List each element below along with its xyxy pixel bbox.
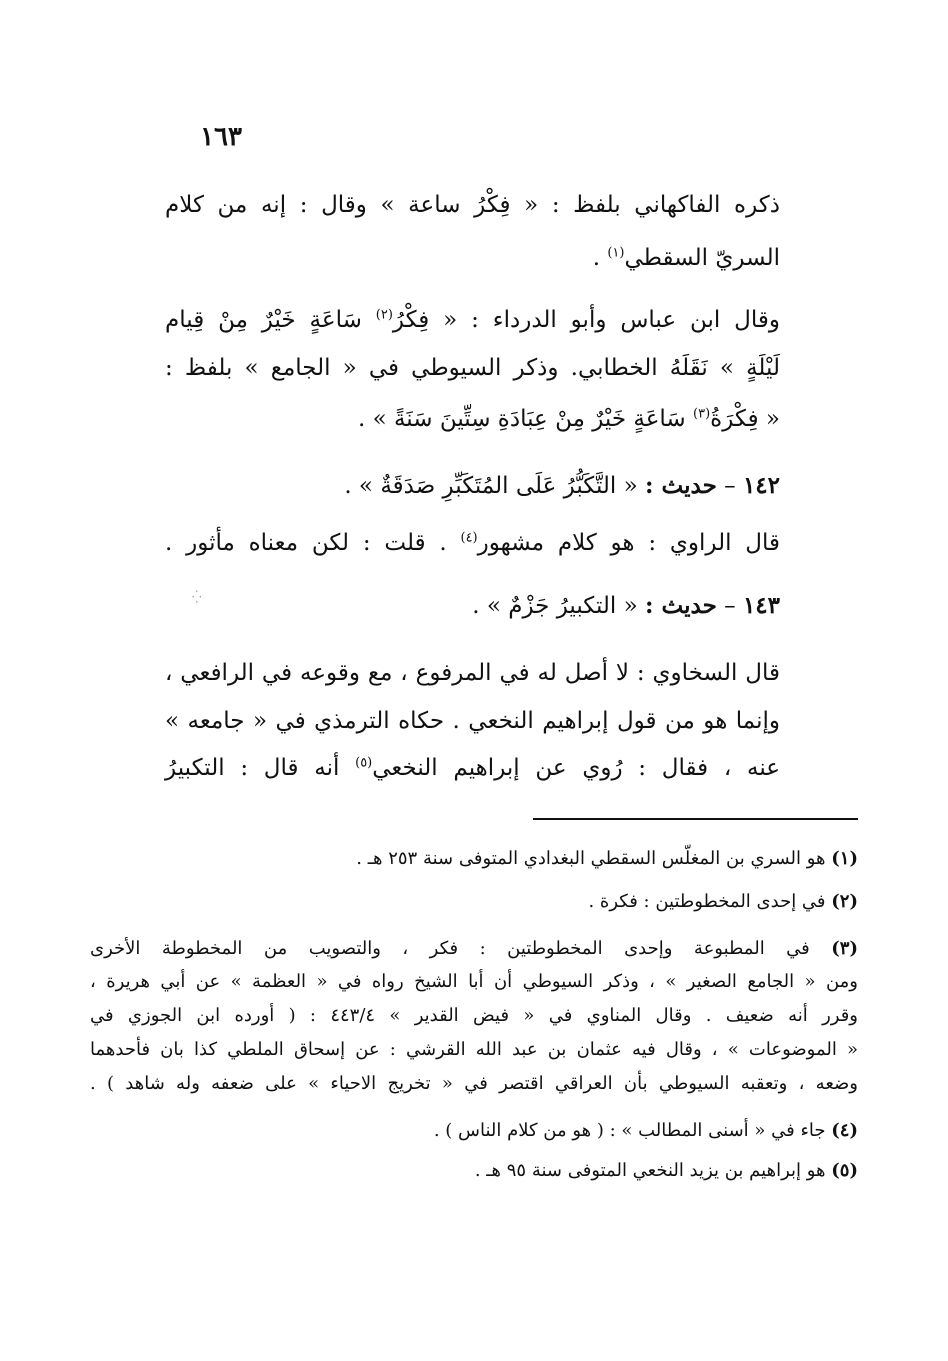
footnote-1 bbox=[90, 845, 858, 873]
footnote-ref[interactable]: (١) bbox=[607, 245, 625, 261]
footnote-ref[interactable]: (٤) bbox=[460, 530, 478, 546]
footnote-text: جاء في « أسنى المطالب » : ( هو من كلام الناس ) . bbox=[433, 1120, 826, 1141]
footnote-label: (٣) bbox=[831, 938, 858, 959]
footnote-text: هو السري بن المغلّس السقطي البغدادي المتوفى سنة ٢٥٣ هـ . bbox=[356, 848, 826, 869]
hadith-number: ١٤٢ bbox=[742, 472, 780, 499]
hadith-keyword: حديث : bbox=[645, 592, 717, 619]
body-text: عنه ، فقال : رُوي عن إبراهيم النخعي bbox=[372, 755, 780, 781]
hadith-heading-142 bbox=[165, 471, 780, 501]
footnote-3-cont bbox=[90, 1070, 858, 1098]
hadith-text: « التَّكَبُّرُ عَلَى المُتَكَبِّرِ صَدَقَةٌ » . bbox=[344, 473, 646, 499]
footnote-3-cont bbox=[90, 1002, 858, 1030]
footnote-3-cont bbox=[90, 1036, 858, 1064]
body-text: ذكره الفاكهاني بلفظ : « فِكْرُ ساعة » وقال : إنه من كلام bbox=[165, 192, 780, 218]
body-text: سَاعَةٍ خَيْرٌ مِنْ عِبَادَةِ سِتِّينَ سَنَةً » . bbox=[357, 406, 694, 432]
body-line bbox=[165, 658, 780, 688]
body-line bbox=[165, 305, 780, 335]
dash: – bbox=[716, 593, 743, 619]
body-text: أنه قال : التكبيرُ bbox=[165, 755, 356, 781]
footnote-label: (٥) bbox=[831, 1160, 858, 1181]
body-line bbox=[165, 404, 780, 434]
page-number: ١٦٣ bbox=[200, 122, 242, 152]
scan-speck: ⁛ bbox=[192, 590, 202, 604]
body-line bbox=[165, 353, 780, 383]
footnote-label: (١) bbox=[831, 848, 858, 869]
body-text: السريّ السقطي bbox=[624, 245, 780, 271]
dash: – bbox=[716, 473, 743, 499]
footnote-text: « الموضوعات » ، وقال فيه عثمان بن عبد الله القرشي : عن إسحاق الملطي كذا بان فأحدهما bbox=[90, 1039, 858, 1060]
hadith-text: « التكبيرُ جَزْمٌ » . bbox=[472, 593, 646, 619]
footnote-text: في المطبوعة وإحدى المخطوطتين : فكر ، والتصويب من المخطوطة الأخرى bbox=[90, 938, 810, 959]
footnote-ref[interactable]: (٥) bbox=[355, 755, 373, 771]
body-line bbox=[165, 706, 780, 736]
body-line bbox=[165, 753, 780, 783]
footnote-ref[interactable]: (٣) bbox=[693, 406, 711, 422]
footnote-label: (٤) bbox=[831, 1120, 858, 1141]
body-line bbox=[165, 528, 780, 558]
footnote-divider bbox=[533, 818, 858, 820]
footnote-2 bbox=[90, 888, 858, 916]
footnote-text: وقرر أنه ضعيف . وقال المناوي في « فيض القدير » ٤٤٣/٤ : ( أورده ابن الجوزي في bbox=[90, 1005, 858, 1026]
footnote-3-cont bbox=[90, 968, 858, 996]
footnote-label: (٢) bbox=[831, 891, 858, 912]
body-text: وقال ابن عباس وأبو الدرداء : « فِكْرُ bbox=[392, 307, 780, 333]
footnote-text: ومن « الجامع الصغير » ، وذكر السيوطي أن أبا الشيخ رواه في « العظمة » عن أبي هريرة ، bbox=[90, 971, 858, 992]
footnote-text: هو إبراهيم بن يزيد النخعي المتوفى سنة ٩٥ هـ . bbox=[474, 1160, 826, 1181]
hadith-number: ١٤٣ bbox=[742, 592, 780, 619]
body-text: . bbox=[592, 245, 608, 271]
body-text: وإنما هو من قول إبراهيم النخعي . حكاه الترمذي في « جامعه » bbox=[165, 708, 780, 734]
hadith-heading-143 bbox=[165, 591, 780, 621]
body-line bbox=[165, 243, 780, 273]
footnote-5 bbox=[90, 1157, 858, 1185]
footnote-3 bbox=[90, 935, 858, 963]
footnote-text: وضعه ، وتعقبه السيوطي بأن العراقي اقتصر في « تخريج الاحياء » على ضعفه وله شاهد ) . bbox=[90, 1073, 858, 1094]
body-text: « فِكْرَةُ bbox=[710, 406, 780, 432]
body-line bbox=[165, 190, 780, 220]
body-text: سَاعَةٍ خَيْرٌ مِنْ قِيام bbox=[165, 307, 376, 333]
footnote-4 bbox=[90, 1117, 858, 1145]
body-text: قال الراوي : هو كلام مشهور bbox=[477, 530, 780, 556]
body-text: لَيْلَةٍ » نَقَلَهُ الخطابي. وذكر السيوطي في « الجامع » بلفظ : bbox=[165, 355, 780, 381]
footnote-ref[interactable]: (٢) bbox=[375, 307, 393, 323]
hadith-keyword: حديث : bbox=[645, 472, 717, 499]
footnote-text: في إحدى المخطوطتين : فكرة . bbox=[588, 891, 826, 912]
body-text: . قلت : لكن معناه مأثور . bbox=[165, 530, 461, 556]
body-text: قال السخاوي : لا أصل له في المرفوع ، مع وقوعه في الرافعي ، bbox=[165, 660, 780, 686]
